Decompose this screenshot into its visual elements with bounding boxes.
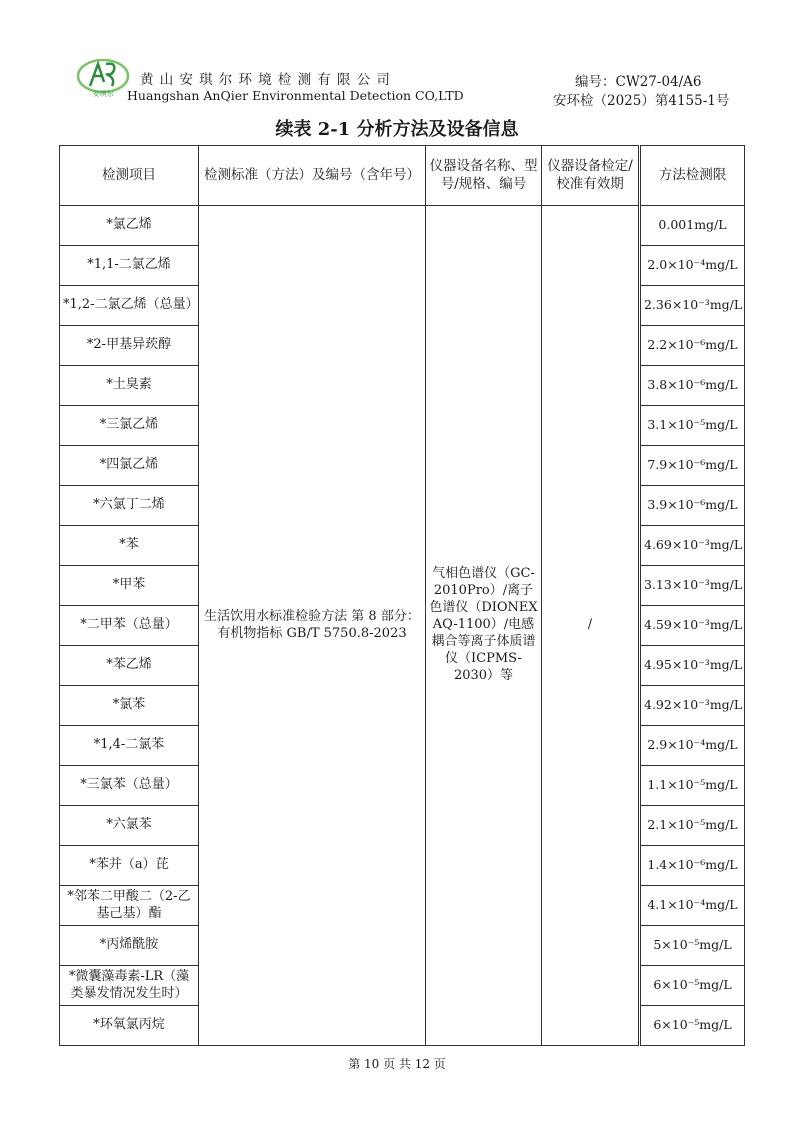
- detection-item: *氯苯: [60, 686, 199, 726]
- detection-item: *2-甲基异莰醇: [60, 326, 199, 366]
- detection-limit: 6×10⁻⁵mg/L: [640, 1006, 745, 1046]
- detection-limit: 7.9×10⁻⁶mg/L: [640, 446, 745, 486]
- detection-item: *1,1-二氯乙烯: [60, 246, 199, 286]
- detection-item: *土臭素: [60, 366, 199, 406]
- table-body: [60, 206, 745, 1046]
- detection-limit: 2.1×10⁻⁵mg/L: [640, 806, 745, 846]
- company-logo-icon: [76, 56, 130, 98]
- detection-limit: 3.1×10⁻⁵mg/L: [640, 406, 745, 446]
- page-header: [0, 0, 794, 112]
- header-method: 检测标准（方法）及编号（含年号）: [199, 146, 426, 206]
- detection-item: *1,2-二氯乙烯（总量）: [60, 286, 199, 326]
- company-name-en: Huangshan AnQier Environmental Detection CO,LTD: [127, 88, 464, 103]
- detection-item: *1,4-二氯苯: [60, 726, 199, 766]
- analysis-method-table: [59, 145, 745, 1046]
- detection-item: *六氯丁二烯: [60, 486, 199, 526]
- page-footer: 第 10 页 共 12 页: [348, 1057, 446, 1071]
- detection-item: *苯乙烯: [60, 646, 199, 686]
- document-code: 编号：CW27-04/A6: [575, 74, 702, 90]
- detection-limit: 1.4×10⁻⁶mg/L: [640, 846, 745, 886]
- detection-limit: 4.69×10⁻³mg/L: [640, 526, 745, 566]
- header-item: 检测项目: [60, 146, 199, 206]
- table-header-row: [60, 146, 745, 206]
- detection-limit: 2.36×10⁻³mg/L: [640, 286, 745, 326]
- detection-item: *邻苯二甲酸二（2-乙基己基）酯: [60, 886, 199, 926]
- page-title: 续表 2-1 分析方法及设备信息: [275, 119, 519, 140]
- detection-item: *氯乙烯: [60, 206, 199, 246]
- detection-item: *甲苯: [60, 566, 199, 606]
- detection-limit: 4.92×10⁻³mg/L: [640, 686, 745, 726]
- detection-item: *六氯苯: [60, 806, 199, 846]
- company-name-cn: 黄山安琪尔环境检测有限公司: [140, 72, 397, 88]
- detection-limit: 2.2×10⁻⁶mg/L: [640, 326, 745, 366]
- detection-limit: 6×10⁻⁵mg/L: [640, 966, 745, 1006]
- detection-limit: 4.59×10⁻³mg/L: [640, 606, 745, 646]
- header-validity: 仪器设备检定/校准有效期: [542, 146, 640, 206]
- equipment-info: 气相色谱仪（GC-2010Pro）/离子色谱仪（DIONEX AQ-1100）/电感耦合等离子体质谱仪（ICPMS-2030）等: [426, 206, 542, 1046]
- detection-item: *丙烯酰胺: [60, 926, 199, 966]
- detection-limit: 1.1×10⁻⁵mg/L: [640, 766, 745, 806]
- detection-limit: 5×10⁻⁵mg/L: [640, 926, 745, 966]
- calibration-validity: /: [542, 206, 640, 1046]
- detection-item: *四氯乙烯: [60, 446, 199, 486]
- header-limit: 方法检测限: [640, 146, 745, 206]
- detection-item: *三氯乙烯: [60, 406, 199, 446]
- header-equipment: 仪器设备名称、型号/规格、编号: [426, 146, 542, 206]
- detection-limit: 2.9×10⁻⁴mg/L: [640, 726, 745, 766]
- detection-limit: 0.001mg/L: [640, 206, 745, 246]
- detection-limit: 3.9×10⁻⁶mg/L: [640, 486, 745, 526]
- detection-limit: 4.95×10⁻³mg/L: [640, 646, 745, 686]
- detection-item: *苯: [60, 526, 199, 566]
- method-standard: 生活饮用水标准检验方法 第 8 部分：有机物指标 GB/T 5750.8-2023: [199, 206, 426, 1046]
- detection-limit: 4.1×10⁻⁴mg/L: [640, 886, 745, 926]
- logo-text: 安琪尔: [92, 90, 114, 98]
- detection-limit: 2.0×10⁻⁴mg/L: [640, 246, 745, 286]
- table-row: [60, 206, 745, 246]
- detection-item: *微囊藻毒素-LR（藻类暴发情况发生时）: [60, 966, 199, 1006]
- detection-item: *环氧氯丙烷: [60, 1006, 199, 1046]
- detection-item: *三氯苯（总量）: [60, 766, 199, 806]
- detection-limit: 3.8×10⁻⁶mg/L: [640, 366, 745, 406]
- detection-item: *二甲苯（总量）: [60, 606, 199, 646]
- report-number: 安环检（2025）第4155-1号: [553, 93, 730, 109]
- detection-limit: 3.13×10⁻³mg/L: [640, 566, 745, 606]
- detection-item: *苯并（a）芘: [60, 846, 199, 886]
